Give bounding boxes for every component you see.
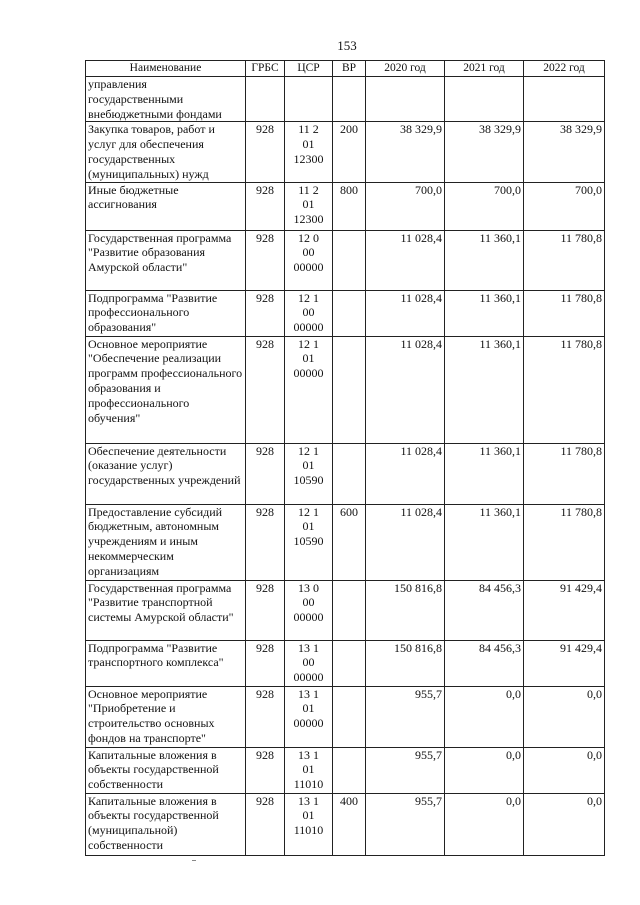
cell-2022: 0,0 <box>524 793 605 855</box>
header-vr: ВР <box>333 61 366 77</box>
table-row <box>86 747 605 793</box>
cell-2021: 0,0 <box>445 686 524 747</box>
cell-2022: 0,0 <box>524 747 605 793</box>
cell-vr <box>333 640 366 686</box>
cell-name: управления государственными внебюджетными фондами <box>86 77 246 122</box>
cell-vr: 800 <box>333 182 366 230</box>
cell-2022 <box>524 77 605 122</box>
table-row <box>86 182 605 230</box>
cell-2020: 11 028,4 <box>366 336 445 443</box>
table-row <box>86 504 605 580</box>
cell-2020: 38 329,9 <box>366 122 445 182</box>
cell-vr <box>333 336 366 443</box>
cell-vr: 600 <box>333 504 366 580</box>
cell-vr <box>333 230 366 290</box>
header-year-2022: 2022 год <box>524 61 605 77</box>
header-year-2020: 2020 год <box>366 61 445 77</box>
table-row <box>86 443 605 504</box>
cell-vr <box>333 290 366 336</box>
cell-2020 <box>366 77 445 122</box>
table-row <box>86 336 605 443</box>
cell-2021: 11 360,1 <box>445 230 524 290</box>
cell-name: Предоставление субсидий бюджетным, автономным учреждениям и иным некоммерческим организациям <box>86 504 246 580</box>
cell-2021: 11 360,1 <box>445 504 524 580</box>
cell-name: Закупка товаров, работ и услуг для обеспечения государственных (муниципальных) нужд <box>86 122 246 182</box>
table-row <box>86 686 605 747</box>
cell-2022: 11 780,8 <box>524 504 605 580</box>
cell-csr: 11 2 01 12300 <box>285 122 333 182</box>
table-row <box>86 580 605 640</box>
cell-name: Государственная программа "Развитие транспортной системы Амурской области" <box>86 580 246 640</box>
cell-csr: 13 0 00 00000 <box>285 580 333 640</box>
budget-table-container <box>85 60 605 856</box>
cell-grbs: 928 <box>246 793 285 855</box>
cell-name: Государственная программа "Развитие образования Амурской области" <box>86 230 246 290</box>
cell-2020: 11 028,4 <box>366 290 445 336</box>
cell-2021 <box>445 77 524 122</box>
cell-name: Основное мероприятие "Обеспечение реализации программ профессионального образования и профессионального обучения" <box>86 336 246 443</box>
cell-2020: 11 028,4 <box>366 504 445 580</box>
cell-csr: 13 1 01 11010 <box>285 793 333 855</box>
cell-csr: 13 1 01 11010 <box>285 747 333 793</box>
table-row <box>86 230 605 290</box>
cell-2022: 11 780,8 <box>524 290 605 336</box>
cell-name: Обеспечение деятельности (оказание услуг) государственных учреждений <box>86 443 246 504</box>
header-csr: ЦСР <box>285 61 333 77</box>
cell-name: Основное мероприятие "Приобретение и строительство основных фондов на транспорте" <box>86 686 246 747</box>
cell-2020: 11 028,4 <box>366 230 445 290</box>
cell-2022: 38 329,9 <box>524 122 605 182</box>
page-number: 153 <box>337 38 357 53</box>
cell-vr <box>333 580 366 640</box>
cell-csr: 12 1 01 10590 <box>285 504 333 580</box>
cell-2021: 0,0 <box>445 793 524 855</box>
cell-vr <box>333 686 366 747</box>
cell-2022: 91 429,4 <box>524 640 605 686</box>
cell-name: Капитальные вложения в объекты государственной собственности <box>86 747 246 793</box>
cell-2020: 11 028,4 <box>366 443 445 504</box>
header-year-2021: 2021 год <box>445 61 524 77</box>
cell-grbs: 928 <box>246 640 285 686</box>
table-row <box>86 793 605 855</box>
cell-grbs: 928 <box>246 686 285 747</box>
cell-2022: 11 780,8 <box>524 230 605 290</box>
cell-2020: 150 816,8 <box>366 580 445 640</box>
cell-csr: 12 1 01 10590 <box>285 443 333 504</box>
cell-vr: 400 <box>333 793 366 855</box>
cell-2022: 11 780,8 <box>524 443 605 504</box>
cell-grbs: 928 <box>246 504 285 580</box>
table-row <box>86 77 605 122</box>
table-row <box>86 640 605 686</box>
cell-csr: 12 0 00 00000 <box>285 230 333 290</box>
cell-2020: 955,7 <box>366 686 445 747</box>
cell-2021: 84 456,3 <box>445 580 524 640</box>
cell-csr: 13 1 01 00000 <box>285 686 333 747</box>
cell-grbs: 928 <box>246 336 285 443</box>
table-row <box>86 122 605 182</box>
cell-2020: 955,7 <box>366 747 445 793</box>
cell-2020: 150 816,8 <box>366 640 445 686</box>
cell-vr <box>333 77 366 122</box>
cell-grbs: 928 <box>246 443 285 504</box>
table-header-row <box>86 61 605 77</box>
cell-2020: 700,0 <box>366 182 445 230</box>
cell-2021: 84 456,3 <box>445 640 524 686</box>
cell-grbs: 928 <box>246 230 285 290</box>
header-grbs: ГРБС <box>246 61 285 77</box>
cell-2022: 11 780,8 <box>524 336 605 443</box>
cell-2020: 955,7 <box>366 793 445 855</box>
cell-grbs: 928 <box>246 182 285 230</box>
cell-grbs: 928 <box>246 290 285 336</box>
cell-vr: 200 <box>333 122 366 182</box>
cell-csr <box>285 77 333 122</box>
cell-2021: 700,0 <box>445 182 524 230</box>
cell-name: Подпрограмма "Развитие транспортного комплекса" <box>86 640 246 686</box>
cell-grbs: 928 <box>246 122 285 182</box>
cell-vr <box>333 443 366 504</box>
cell-2021: 0,0 <box>445 747 524 793</box>
header-name: Наименование <box>86 61 246 77</box>
cell-csr: 12 1 01 00000 <box>285 336 333 443</box>
cell-csr: 12 1 00 00000 <box>285 290 333 336</box>
cell-2021: 11 360,1 <box>445 443 524 504</box>
cell-2021: 38 329,9 <box>445 122 524 182</box>
table-row <box>86 290 605 336</box>
cell-name: Капитальные вложения в объекты государственной (муниципальной) собственности <box>86 793 246 855</box>
cell-grbs: 928 <box>246 580 285 640</box>
cell-name: Подпрограмма "Развитие профессионального образования" <box>86 290 246 336</box>
cell-2021: 11 360,1 <box>445 336 524 443</box>
cell-name: Иные бюджетные ассигнования <box>86 182 246 230</box>
cell-2022: 700,0 <box>524 182 605 230</box>
cell-grbs: 928 <box>246 747 285 793</box>
cell-csr: 13 1 00 00000 <box>285 640 333 686</box>
cell-2022: 0,0 <box>524 686 605 747</box>
cell-grbs <box>246 77 285 122</box>
budget-table <box>85 60 605 856</box>
scan-mark <box>192 860 196 861</box>
cell-2021: 11 360,1 <box>445 290 524 336</box>
cell-csr: 11 2 01 12300 <box>285 182 333 230</box>
cell-2022: 91 429,4 <box>524 580 605 640</box>
cell-vr <box>333 747 366 793</box>
